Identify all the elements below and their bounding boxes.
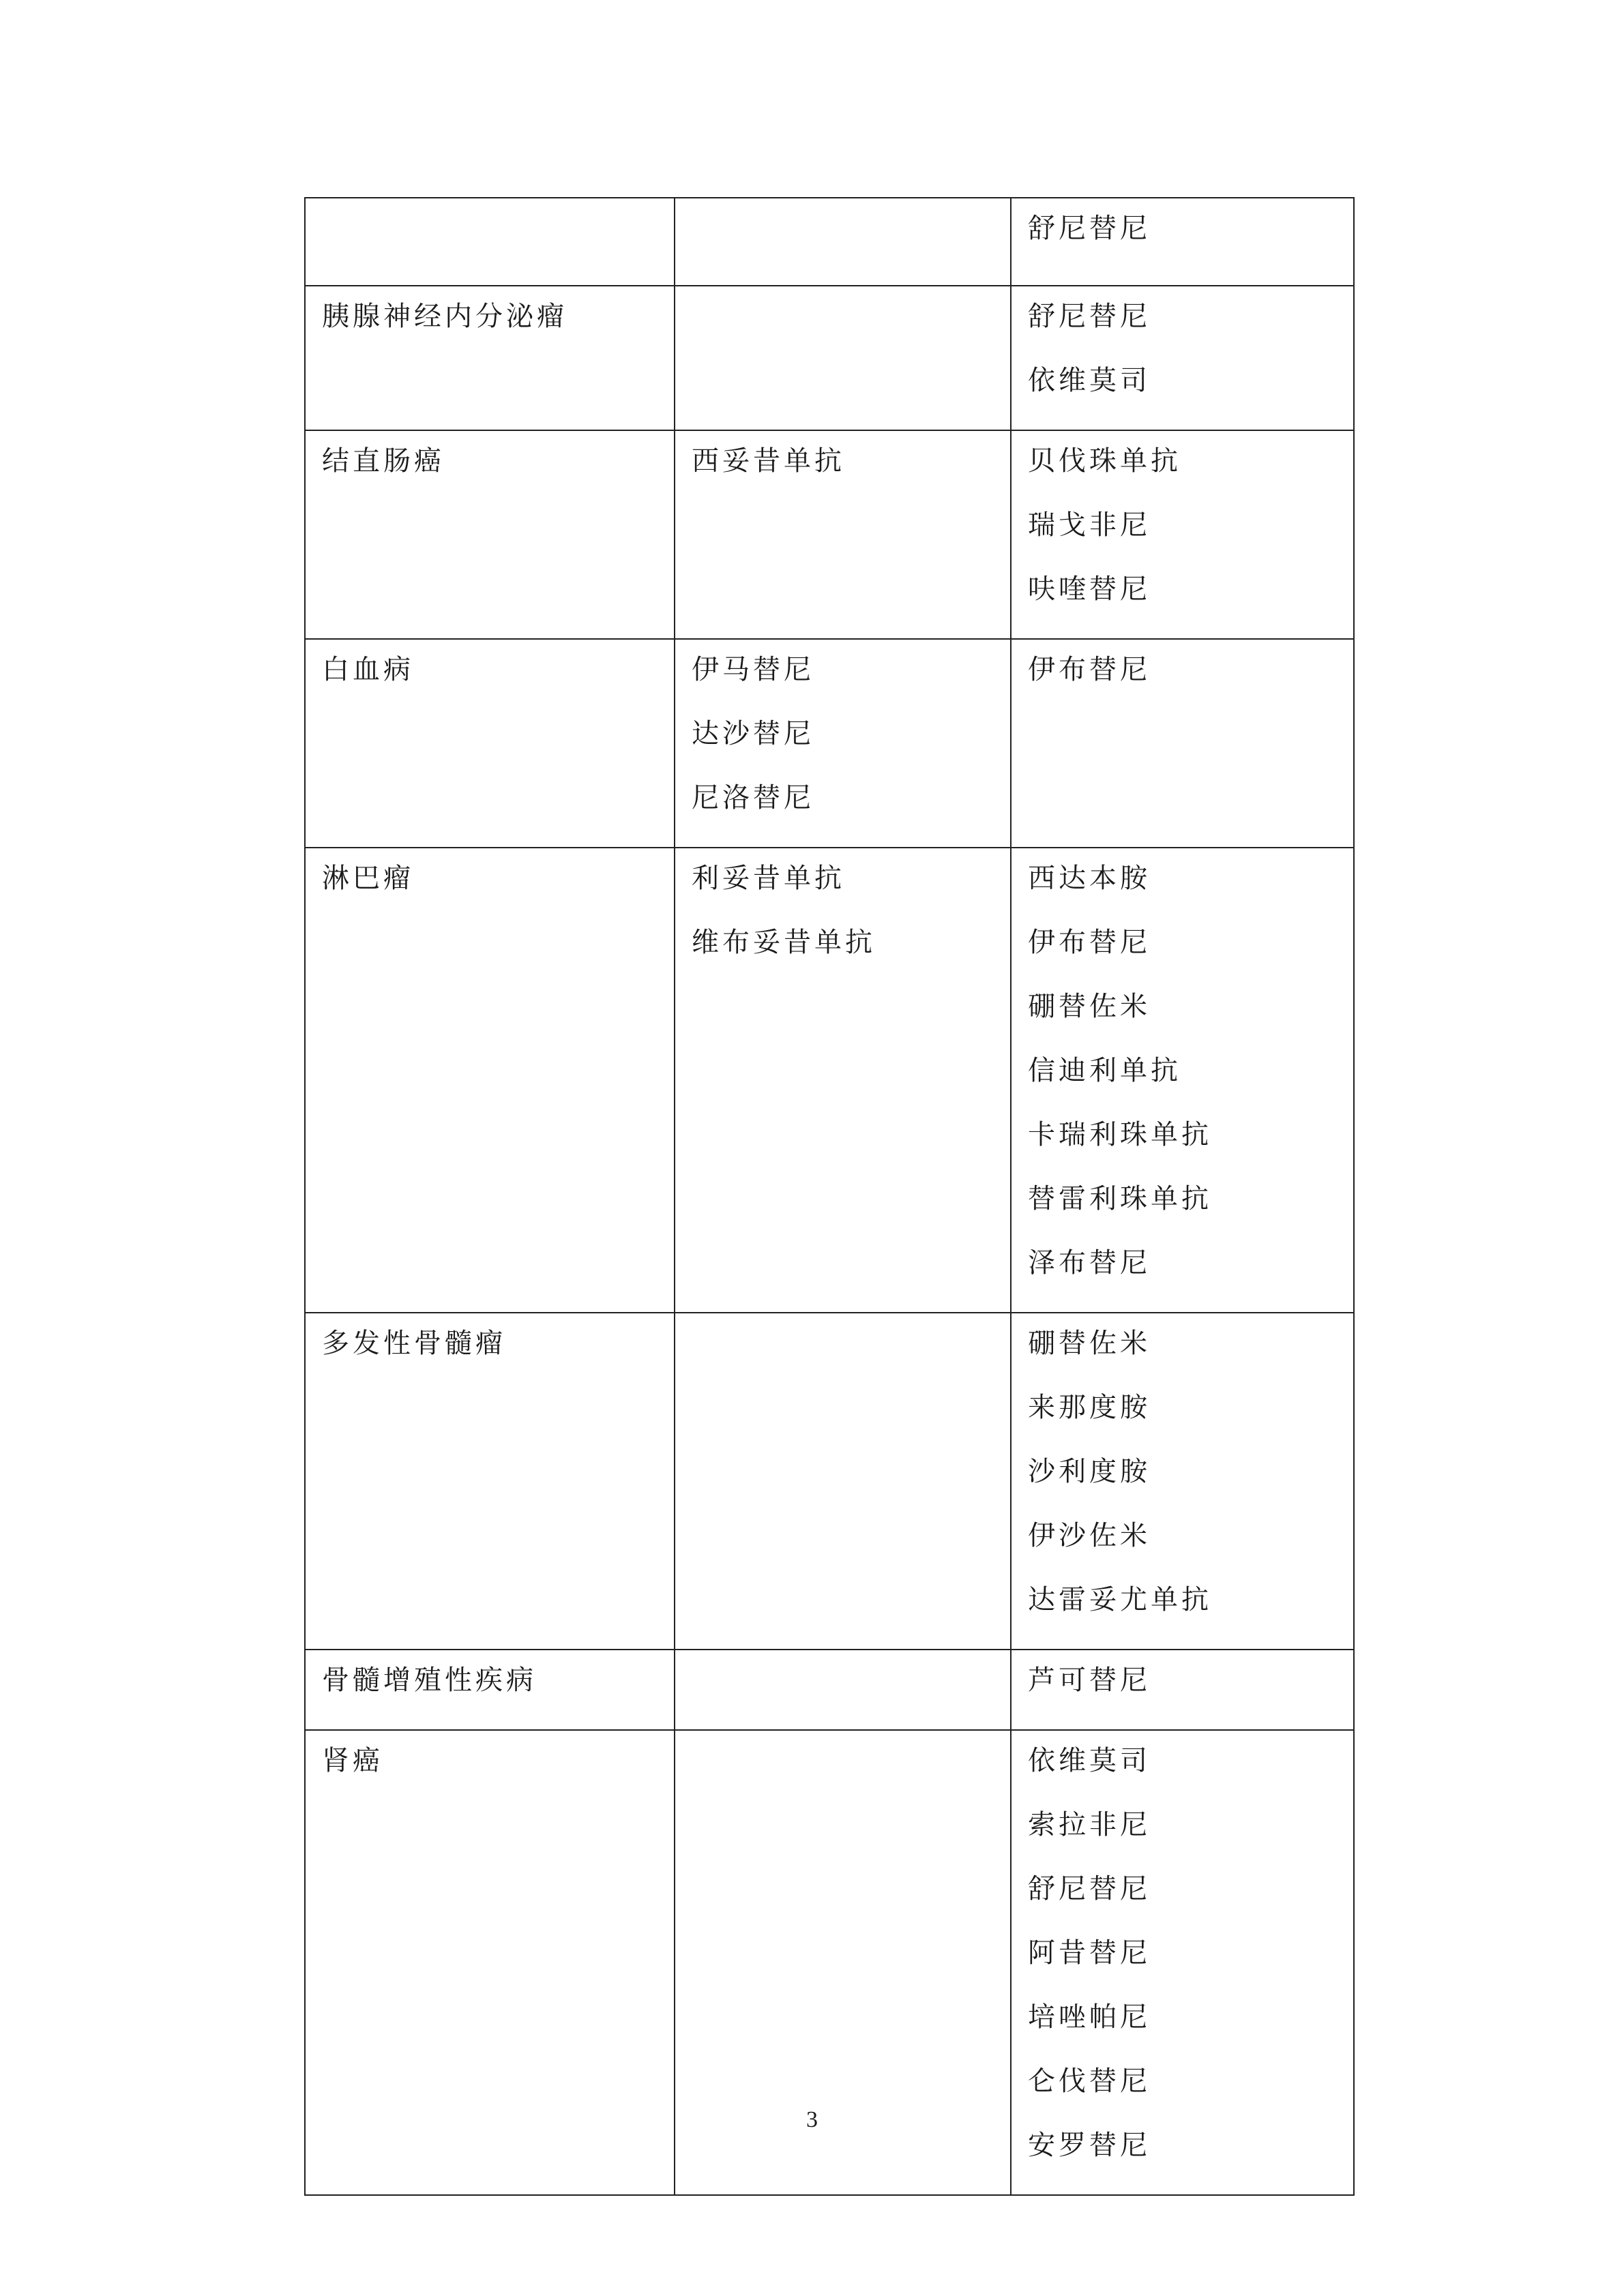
disease-cell: [305, 639, 675, 848]
drug-name: 贝伐珠单抗: [1028, 445, 1181, 477]
drug-table: [304, 197, 1355, 2196]
drug-cell-col2: [675, 639, 1011, 848]
disease-cell: [305, 1313, 675, 1650]
drug-name: 卡瑞利珠单抗: [1028, 1119, 1212, 1150]
drug-name: 西妥昔单抗: [692, 445, 845, 477]
disease-name: 多发性骨髓瘤: [322, 1328, 506, 1359]
drug-name: 维布妥昔单抗: [692, 927, 876, 958]
table-row: [305, 1650, 1354, 1730]
drug-name: 利妥昔单抗: [692, 863, 845, 894]
drug-cell-col3: [1011, 198, 1354, 286]
drug-cell-col2: [675, 430, 1011, 639]
drug-name: 伊布替尼: [1028, 927, 1151, 958]
drug-name: 硼替佐米: [1028, 991, 1151, 1022]
table-row: [305, 430, 1354, 639]
drug-name: 呋喹替尼: [1028, 573, 1151, 605]
drug-name: 阿昔替尼: [1028, 1937, 1151, 1969]
page-number: 3: [806, 2107, 818, 2132]
drug-cell-col2: [675, 1313, 1011, 1650]
drug-name: 硼替佐米: [1028, 1328, 1151, 1359]
drug-cell-col2: [675, 286, 1011, 430]
disease-name: 结直肠癌: [322, 445, 445, 477]
disease-name: 胰腺神经内分泌瘤: [322, 301, 567, 332]
disease-name: 骨髓增殖性疾病: [322, 1665, 537, 1696]
drug-name: 依维莫司: [1028, 365, 1151, 396]
drug-name: 培唑帕尼: [1028, 2001, 1151, 2033]
drug-cell-col3: [1011, 430, 1354, 639]
disease-cell: [305, 848, 675, 1313]
drug-name: 索拉非尼: [1028, 1809, 1151, 1840]
table-body: [305, 198, 1354, 2195]
drug-name: 替雷利珠单抗: [1028, 1183, 1212, 1214]
drug-name: 依维莫司: [1028, 1745, 1151, 1776]
drug-cell-col3: [1011, 639, 1354, 848]
disease-name: [322, 213, 674, 278]
drug-cell-col3: [1011, 1313, 1354, 1650]
drug-name: 泽布替尼: [1028, 1247, 1151, 1279]
drug-name: 尼洛替尼: [692, 782, 814, 814]
drug-name: 伊沙佐米: [1028, 1520, 1151, 1551]
drug-cell-col3: [1011, 286, 1354, 430]
drug-name: 伊布替尼: [1028, 654, 1151, 685]
table-row: [305, 639, 1354, 848]
drug-name: 舒尼替尼: [1028, 301, 1151, 332]
drug-name: 来那度胺: [1028, 1392, 1151, 1423]
drug-cell-col2: [675, 198, 1011, 286]
disease-cell: [305, 286, 675, 430]
disease-name: 淋巴瘤: [322, 863, 414, 894]
drug-name: 信迪利单抗: [1028, 1055, 1181, 1086]
disease-cell: [305, 430, 675, 639]
drug-name: 仑伐替尼: [1028, 2066, 1151, 2097]
drug-name: 安罗替尼: [1028, 2130, 1151, 2161]
table-row: [305, 198, 1354, 286]
drug-name: 西达本胺: [1028, 863, 1151, 894]
drug-name: 沙利度胺: [1028, 1456, 1151, 1487]
drug-name: 舒尼替尼: [1028, 213, 1151, 244]
drug-name: 芦可替尼: [1028, 1665, 1151, 1696]
table-row: [305, 848, 1354, 1313]
disease-cell: [305, 198, 675, 286]
disease-name: 肾癌: [322, 1745, 383, 1776]
disease-cell: [305, 1650, 675, 1730]
table-row: [305, 286, 1354, 430]
drug-name: 伊马替尼: [692, 654, 814, 685]
drug-cell-col3: [1011, 1650, 1354, 1730]
table-row: [305, 1313, 1354, 1650]
drug-name: 瑞戈非尼: [1028, 509, 1151, 541]
drug-cell-col2: [675, 848, 1011, 1313]
drug-name: 达雷妥尤单抗: [1028, 1584, 1212, 1615]
drug-name: 达沙替尼: [692, 718, 814, 749]
disease-name: 白血病: [322, 654, 414, 685]
drug-cell-col3: [1011, 848, 1354, 1313]
drug-cell-col2: [675, 1650, 1011, 1730]
drug-name: 舒尼替尼: [1028, 1873, 1151, 1905]
